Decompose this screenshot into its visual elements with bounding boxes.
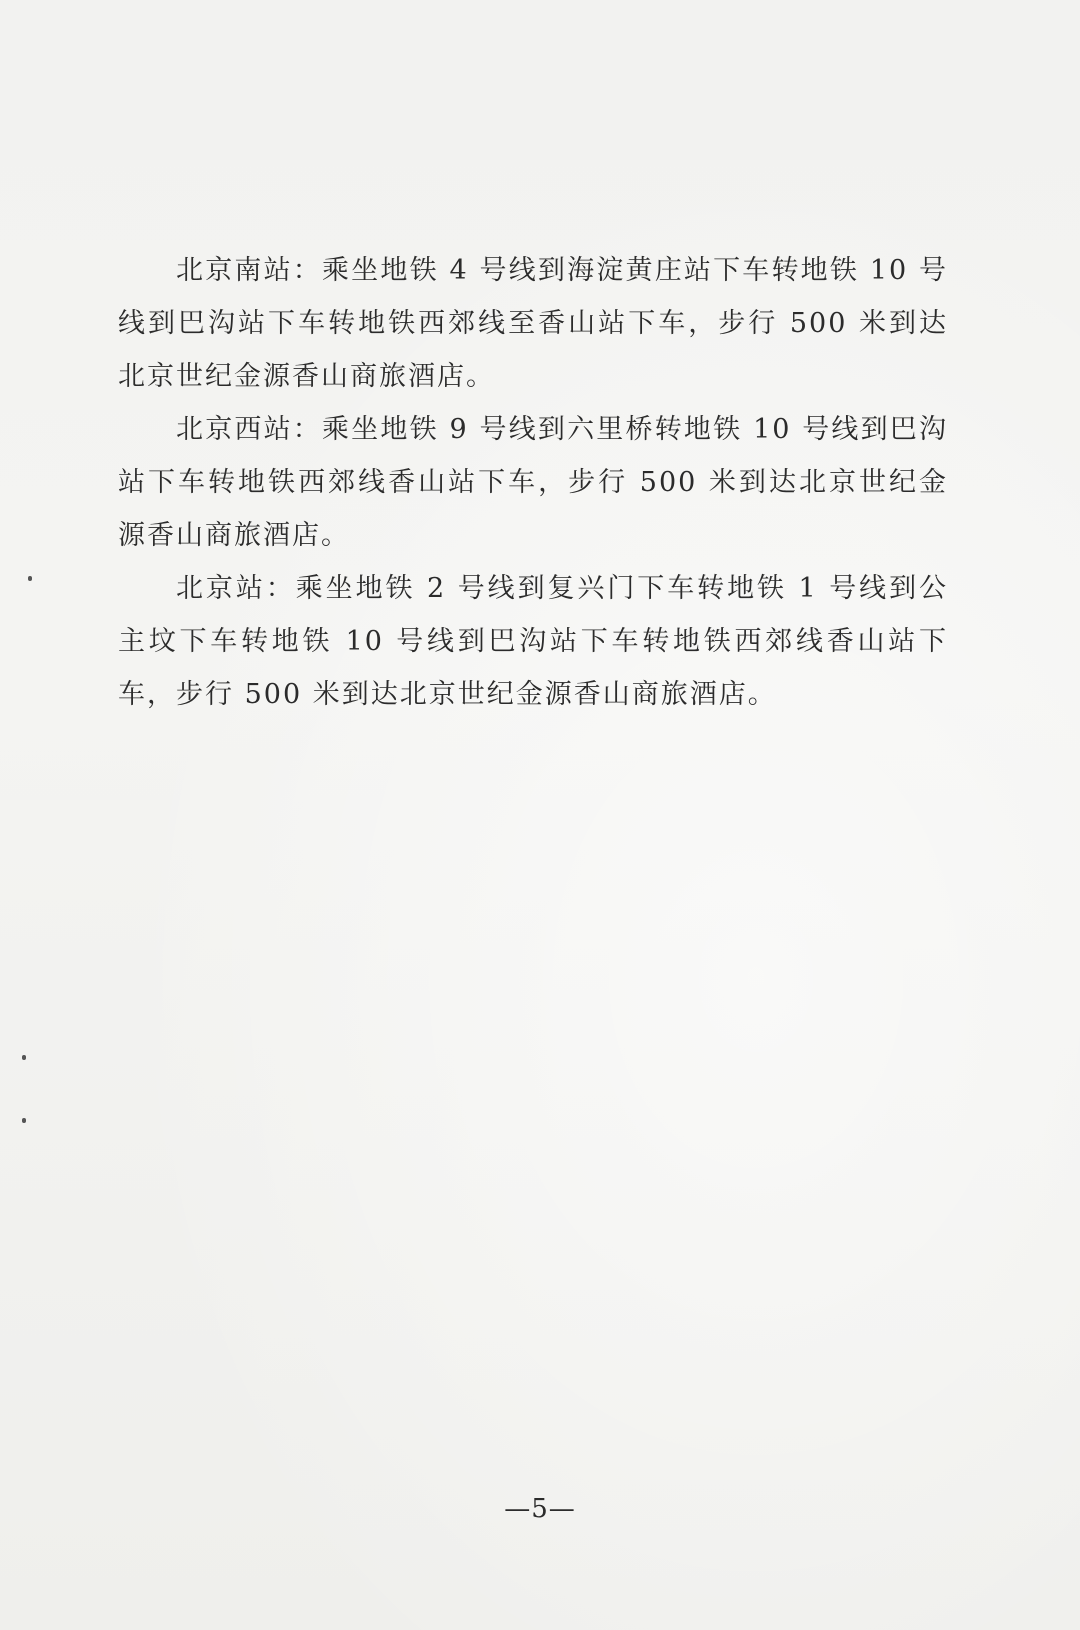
binding-hole-mark	[22, 1118, 26, 1123]
paragraph-beijing-west: 北京西站：乘坐地铁 9 号线到六里桥转地铁 10 号线到巴沟站下车转地铁西郊线香山站下车，步行 500 米到达北京世纪金源香山商旅酒店。	[118, 414, 948, 551]
page-number: —5—	[504, 1494, 576, 1524]
binding-hole-mark	[22, 1055, 26, 1060]
document-body	[118, 244, 948, 721]
binding-hole-mark	[28, 576, 32, 581]
paragraph-beijing-station: 北京站：乘坐地铁 2 号线到复兴门下车转地铁 1 号线到公主坟下车转地铁 10 号线到巴沟站下车转地铁西郊线香山站下车，步行 500 米到达北京世纪金源香山商旅酒店。	[118, 573, 948, 710]
paragraph-beijing-south: 北京南站：乘坐地铁 4 号线到海淀黄庄站下车转地铁 10 号线到巴沟站下车转地铁西郊线至香山站下车，步行 500 米到达北京世纪金源香山商旅酒店。	[118, 255, 948, 392]
